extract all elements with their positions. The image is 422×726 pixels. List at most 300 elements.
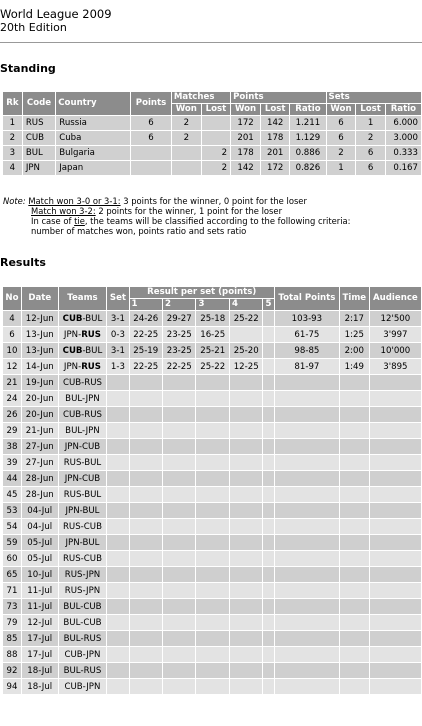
teams-cell: [58, 583, 107, 599]
set1-cell: [129, 679, 162, 695]
set5-cell: [263, 439, 275, 455]
set-score-cell: [107, 567, 129, 583]
total-points-cell: [274, 663, 339, 679]
set1-cell: [129, 407, 162, 423]
home-team: BUL: [63, 601, 81, 612]
col-set-2: 2: [163, 299, 196, 311]
col-matches: Matches: [171, 92, 230, 104]
set4-cell: [229, 679, 262, 695]
teams-separator: -: [82, 425, 86, 436]
set5-cell: [263, 343, 275, 359]
set4-cell: [229, 327, 262, 343]
set5-cell: [263, 535, 275, 551]
match-no-cell: 39: [3, 455, 22, 471]
result-row: [3, 615, 422, 631]
col-total-points: Total Points: [274, 287, 339, 311]
result-row: [3, 343, 422, 359]
home-team: JPN: [64, 441, 79, 452]
teams-separator: -: [82, 313, 86, 324]
result-row: [3, 407, 422, 423]
sets-won-cell: 1: [326, 161, 356, 176]
match-no-cell: 21: [3, 375, 22, 391]
set3-cell: [196, 487, 229, 503]
set4-cell: [229, 631, 262, 647]
home-team: CUB: [62, 377, 82, 388]
match-no-cell: 85: [3, 631, 22, 647]
set1-cell: [129, 455, 162, 471]
code-cell: JPN: [22, 161, 55, 176]
match-date-cell: 19-Jun: [21, 375, 58, 391]
set2-cell: [163, 423, 196, 439]
teams-cell: [58, 599, 107, 615]
teams-separator: -: [81, 457, 85, 468]
result-row: [3, 679, 422, 695]
set-score-cell: [107, 663, 129, 679]
teams-cell: [58, 375, 107, 391]
audience-cell: [369, 487, 421, 503]
set3-cell: [196, 567, 229, 583]
total-points-cell: [274, 455, 339, 471]
match-no-cell: 88: [3, 647, 22, 663]
time-cell: [339, 487, 369, 503]
col-matches-won: Won: [171, 104, 201, 116]
time-cell: [339, 647, 369, 663]
set5-cell: [263, 327, 275, 343]
audience-cell: 3'997: [369, 327, 421, 343]
set-score-cell: [107, 535, 129, 551]
teams-cell: [58, 615, 107, 631]
set2-cell: [163, 551, 196, 567]
audience-cell: [369, 407, 421, 423]
time-cell: [339, 391, 369, 407]
set3-cell: 16-25: [196, 327, 229, 343]
col-rank: Rk: [3, 92, 23, 116]
match-date-cell: 28-Jun: [21, 471, 58, 487]
result-row: [3, 439, 422, 455]
matches-won-cell: [171, 146, 201, 161]
teams-cell: [58, 439, 107, 455]
match-no-cell: 26: [3, 407, 22, 423]
col-country: Country: [56, 92, 131, 116]
time-cell: [339, 583, 369, 599]
result-row: [3, 375, 422, 391]
match-date-cell: 10-Jul: [21, 567, 58, 583]
standing-heading: Standing: [0, 62, 56, 75]
total-points-cell: [274, 551, 339, 567]
set2-cell: [163, 487, 196, 503]
match-date-cell: 21-Jun: [21, 423, 58, 439]
set1-cell: 24-26: [129, 311, 162, 327]
col-sets-ratio: Ratio: [385, 104, 421, 116]
page-header: [0, 8, 112, 34]
set5-cell: [263, 679, 275, 695]
match-date-cell: 28-Jun: [21, 487, 58, 503]
match-date-cell: 05-Jul: [21, 551, 58, 567]
sets-ratio-cell: 3.000: [385, 131, 421, 146]
set2-cell: [163, 583, 196, 599]
away-team: JPN: [85, 393, 100, 404]
set4-cell: [229, 599, 262, 615]
set2-cell: 22-25: [163, 359, 196, 375]
set5-cell: [263, 567, 275, 583]
match-no-cell: 12: [3, 359, 22, 375]
audience-cell: [369, 599, 421, 615]
sets-lost-cell: 6: [356, 161, 385, 176]
home-team: RUS: [63, 489, 82, 500]
teams-cell: [58, 519, 107, 535]
col-set-1: 1: [129, 299, 162, 311]
teams-separator: -: [81, 489, 85, 500]
teams-cell: [58, 663, 107, 679]
time-cell: [339, 679, 369, 695]
audience-cell: [369, 439, 421, 455]
set3-cell: [196, 615, 229, 631]
match-date-cell: 11-Jul: [21, 599, 58, 615]
time-cell: [339, 631, 369, 647]
standing-row: [3, 131, 422, 146]
points-ratio-cell: 0.826: [290, 161, 326, 176]
home-team: CUB: [64, 649, 83, 660]
set3-cell: 25-18: [196, 311, 229, 327]
away-team: JPN: [86, 585, 101, 596]
home-team: JPN: [65, 537, 80, 548]
set5-cell: [263, 375, 275, 391]
time-cell: [339, 471, 369, 487]
col-audience: Audience: [369, 287, 421, 311]
set4-cell: [229, 423, 262, 439]
set5-cell: [263, 663, 275, 679]
col-points-won: Won: [231, 104, 261, 116]
set1-cell: 22-25: [129, 327, 162, 343]
set5-cell: [263, 583, 275, 599]
time-cell: 2:00: [339, 343, 369, 359]
set1-cell: [129, 663, 162, 679]
col-teams: Teams: [58, 287, 107, 311]
home-team: BUL: [63, 633, 81, 644]
rank-cell: 4: [3, 161, 23, 176]
set5-cell: [263, 631, 275, 647]
set2-cell: [163, 631, 196, 647]
set4-cell: [229, 567, 262, 583]
teams-cell: [58, 359, 107, 375]
code-cell: RUS: [22, 116, 55, 131]
away-team: CUB: [82, 473, 101, 484]
set-score-cell: [107, 375, 129, 391]
set-score-cell: [107, 455, 129, 471]
set3-cell: [196, 391, 229, 407]
result-row: [3, 503, 422, 519]
col-set-3: 3: [196, 299, 229, 311]
set3-cell: [196, 471, 229, 487]
sets-ratio-cell: 0.333: [385, 146, 421, 161]
result-row: [3, 391, 422, 407]
code-cell: CUB: [22, 131, 55, 146]
set-score-cell: [107, 503, 129, 519]
teams-cell: [58, 551, 107, 567]
total-points-cell: [274, 391, 339, 407]
teams-separator: -: [80, 601, 84, 612]
col-set: Set: [107, 287, 129, 311]
set5-cell: [263, 487, 275, 503]
teams-cell: [58, 503, 107, 519]
set2-cell: [163, 503, 196, 519]
set4-cell: [229, 439, 262, 455]
match-date-cell: 11-Jul: [21, 583, 58, 599]
col-points-group: Points: [231, 92, 326, 104]
total-points-cell: [274, 471, 339, 487]
home-team: JPN: [63, 329, 79, 340]
time-cell: [339, 567, 369, 583]
away-team: JPN: [86, 681, 101, 692]
result-row: [3, 423, 422, 439]
set4-cell: [229, 391, 262, 407]
set-score-cell: [107, 439, 129, 455]
set1-cell: [129, 631, 162, 647]
time-cell: [339, 535, 369, 551]
home-team: RUS: [62, 553, 81, 564]
tie-link[interactable]: tie: [74, 216, 85, 226]
match-no-cell: 94: [3, 679, 22, 695]
home-team: JPN: [63, 361, 79, 372]
away-team: JPN: [85, 425, 100, 436]
result-row: [3, 535, 422, 551]
match-no-cell: 65: [3, 567, 22, 583]
away-team: RUS: [83, 633, 102, 644]
away-team: BUL: [82, 505, 100, 516]
teams-separator: -: [82, 569, 87, 580]
set1-cell: [129, 519, 162, 535]
set2-cell: 23-25: [163, 327, 196, 343]
match-no-cell: 10: [3, 343, 22, 359]
away-team: CUB: [82, 441, 101, 452]
set2-cell: [163, 663, 196, 679]
set2-cell: 29-27: [163, 311, 196, 327]
total-points-cell: [274, 535, 339, 551]
set5-cell: [263, 471, 275, 487]
teams-separator: -: [80, 633, 84, 644]
match-date-cell: 27-Jun: [21, 455, 58, 471]
standing-note: [3, 196, 351, 236]
match-date-cell: 14-Jun: [21, 359, 58, 375]
tie-text-b: , the teams will be classified according to the following criteria:: [84, 216, 351, 226]
points-won-cell: 201: [231, 131, 261, 146]
match-no-cell: 4: [3, 311, 22, 327]
set4-cell: [229, 375, 262, 391]
set3-cell: [196, 535, 229, 551]
home-team: RUS: [62, 521, 81, 532]
set2-cell: [163, 615, 196, 631]
total-points-cell: [274, 375, 339, 391]
matches-lost-cell: [201, 131, 230, 146]
match-no-cell: 92: [3, 663, 22, 679]
set2-cell: [163, 375, 196, 391]
set2-cell: [163, 679, 196, 695]
set1-cell: [129, 487, 162, 503]
away-team: JPN: [86, 569, 101, 580]
points-cell: [131, 161, 172, 176]
time-cell: 1:49: [339, 359, 369, 375]
total-points-cell: [274, 503, 339, 519]
audience-cell: [369, 631, 421, 647]
away-team: BUL: [85, 313, 103, 324]
set3-cell: [196, 583, 229, 599]
match-date-cell: 04-Jul: [21, 519, 58, 535]
time-cell: [339, 439, 369, 455]
match-date-cell: 20-Jun: [21, 391, 58, 407]
set1-cell: 22-25: [129, 359, 162, 375]
match-no-cell: 45: [3, 487, 22, 503]
total-points-cell: [274, 487, 339, 503]
set1-cell: [129, 599, 162, 615]
set-score-cell: [107, 679, 129, 695]
set1-cell: 25-19: [129, 343, 162, 359]
set4-cell: 25-20: [229, 343, 262, 359]
set1-cell: [129, 615, 162, 631]
match-date-cell: 13-Jun: [21, 327, 58, 343]
set2-cell: [163, 439, 196, 455]
sets-lost-cell: 2: [356, 131, 385, 146]
audience-cell: [369, 375, 421, 391]
total-points-cell: [274, 407, 339, 423]
match-no-cell: 29: [3, 423, 22, 439]
result-row: [3, 631, 422, 647]
home-team: BUL: [65, 393, 82, 404]
audience-cell: 10'000: [369, 343, 421, 359]
set5-cell: [263, 423, 275, 439]
match-no-cell: 60: [3, 551, 22, 567]
set-score-cell: [107, 551, 129, 567]
match-no-cell: 6: [3, 327, 22, 343]
teams-cell: [58, 647, 107, 663]
total-points-cell: [274, 439, 339, 455]
home-team: RUS: [64, 585, 83, 596]
rule-3-0-text: 3 points for the winner, 0 point for the loser: [120, 196, 307, 206]
total-points-cell: 61-75: [274, 327, 339, 343]
match-no-cell: 79: [3, 615, 22, 631]
set4-cell: [229, 503, 262, 519]
header-divider: [0, 42, 422, 43]
total-points-cell: [274, 679, 339, 695]
time-cell: [339, 455, 369, 471]
result-row: [3, 455, 422, 471]
col-points: Points: [131, 92, 172, 116]
set1-cell: [129, 503, 162, 519]
rule-3-2-link[interactable]: Match won 3-2:: [31, 206, 96, 216]
sets-lost-cell: 6: [356, 146, 385, 161]
set1-cell: [129, 583, 162, 599]
teams-separator: -: [80, 553, 84, 564]
set-score-cell: 3-1: [107, 311, 129, 327]
points-ratio-cell: 1.211: [290, 116, 326, 131]
total-points-cell: [274, 567, 339, 583]
set3-cell: [196, 439, 229, 455]
home-team: JPN: [64, 473, 79, 484]
away-team: RUS: [81, 329, 101, 340]
points-ratio-cell: 1.129: [290, 131, 326, 146]
home-team: CUB: [64, 681, 83, 692]
col-no: No: [3, 287, 22, 311]
teams-cell: [58, 535, 107, 551]
away-team: RUS: [84, 409, 102, 420]
points-lost-cell: 201: [261, 146, 290, 161]
set3-cell: [196, 631, 229, 647]
match-no-cell: 73: [3, 599, 22, 615]
match-date-cell: 17-Jul: [21, 631, 58, 647]
standing-table: [2, 91, 422, 176]
set4-cell: [229, 647, 262, 663]
points-lost-cell: 178: [261, 131, 290, 146]
audience-cell: [369, 615, 421, 631]
teams-separator: -: [79, 537, 83, 548]
sets-lost-cell: 1: [356, 116, 385, 131]
total-points-cell: [274, 583, 339, 599]
audience-cell: [369, 519, 421, 535]
total-points-cell: [274, 647, 339, 663]
result-row: [3, 599, 422, 615]
teams-separator: -: [78, 473, 82, 484]
match-no-cell: 59: [3, 535, 22, 551]
matches-lost-cell: 2: [201, 161, 230, 176]
col-date: Date: [21, 287, 58, 311]
set4-cell: [229, 487, 262, 503]
result-row: [3, 567, 422, 583]
col-matches-lost: Lost: [201, 104, 230, 116]
rule-3-0-link[interactable]: Match won 3-0 or 3-1:: [28, 196, 121, 206]
time-cell: 1:25: [339, 327, 369, 343]
teams-cell: [58, 407, 107, 423]
away-team: CUB: [83, 601, 102, 612]
results-table: [2, 286, 422, 695]
matches-won-cell: 2: [171, 131, 201, 146]
teams-separator: -: [82, 393, 86, 404]
total-points-cell: 103-93: [274, 311, 339, 327]
time-cell: 2:17: [339, 311, 369, 327]
result-row: [3, 551, 422, 567]
away-team: RUS: [84, 377, 102, 388]
audience-cell: [369, 647, 421, 663]
teams-separator: -: [82, 345, 86, 356]
set-score-cell: 1-3: [107, 359, 129, 375]
set5-cell: [263, 503, 275, 519]
match-date-cell: 12-Jun: [21, 311, 58, 327]
country-cell: Cuba: [56, 131, 131, 146]
points-won-cell: 142: [231, 161, 261, 176]
set5-cell: [263, 599, 275, 615]
set-score-cell: [107, 599, 129, 615]
home-team: BUL: [63, 617, 81, 628]
teams-cell: [58, 423, 107, 439]
teams-cell: [58, 327, 107, 343]
set4-cell: [229, 583, 262, 599]
points-won-cell: 172: [231, 116, 261, 131]
result-row: [3, 359, 422, 375]
total-points-cell: 81-97: [274, 359, 339, 375]
country-cell: Russia: [56, 116, 131, 131]
results-heading: Results: [0, 256, 46, 269]
teams-cell: [58, 311, 107, 327]
total-points-cell: [274, 631, 339, 647]
audience-cell: [369, 567, 421, 583]
match-no-cell: 71: [3, 583, 22, 599]
result-row: [3, 327, 422, 343]
set3-cell: 25-22: [196, 359, 229, 375]
result-row: [3, 663, 422, 679]
points-won-cell: 178: [231, 146, 261, 161]
set-score-cell: [107, 487, 129, 503]
matches-won-cell: 2: [171, 116, 201, 131]
col-set-5: 5: [263, 299, 275, 311]
set4-cell: 25-22: [229, 311, 262, 327]
